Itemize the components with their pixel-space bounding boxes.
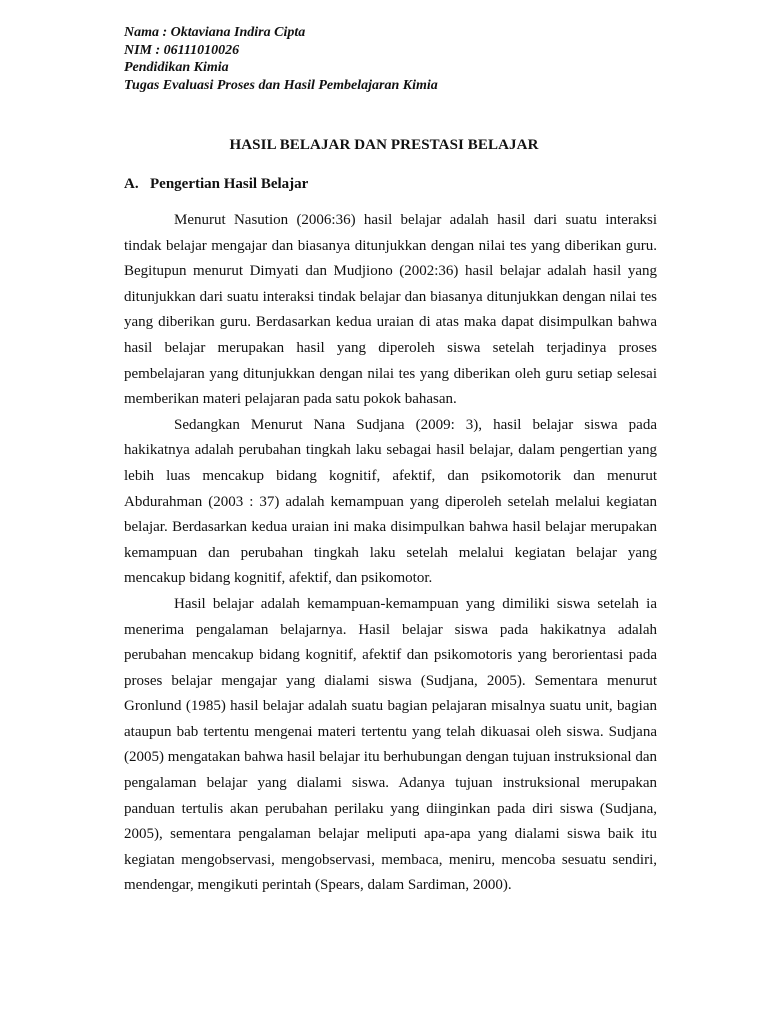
section-letter: A. [124,176,139,192]
paragraph: Hasil belajar adalah kemampuan-kemampuan yang dimiliki siswa setelah ia menerima pengalaman belajarnya. Hasil belajar siswa pada hakikatnya adalah perubahan mencakup bidang kognitif, afektif dan psikomotoris yang berorientasi pada proses belajar mengajar yang dialami siswa (Sudjana, 2005). Sementara menurut Gronlund (1985) hasil belajar adalah suatu bagian pelajaran misalnya suatu unit, bagian ataupun bab tertentu mengenai materi tertentu yang telah dikuasai oleh siswa. Sudjana (2005) mengatakan bahwa hasil belajar itu berhubungan dengan tujuan instruksional dan pengalaman belajar yang dialami siswa. Adanya tujuan instruksional merupakan panduan tertulis akan perubahan perilaku yang diinginkan pada diri siswa (Sudjana, 2005), sementara pengalaman belajar meliputi apa-apa yang dialami siswa baik itu kegiatan mengobservasi, mengobservasi, membaca, meniru, mencoba sesuatu sendiri, mendengar, mengikuti perintah (Spears, dalam Sardiman, 2000). [124,595,657,894]
document-title: HASIL BELAJAR DAN PRESTASI BELAJAR [229,137,539,153]
body-text [124,208,657,899]
paragraph: Menurut Nasution (2006:36) hasil belajar adalah hasil dari suatu interaksi tindak belajar mengajar dan biasanya ditunjukkan dengan nilai tes yang diberikan guru. Begitupun menurut Dimyati dan Mudjiono (2002:36) hasil belajar adalah hasil yang ditunjukkan dari suatu interaksi tindak belajar dan biasanya ditunjukkan dengan nilai tes yang diberikan guru. Berdasarkan kedua uraian di atas maka dapat disimpulkan bahwa hasil belajar merupakan hasil yang diperoleh siswa setelah terjadinya proses pembelajaran yang ditunjukkan dengan nilai tes yang diberikan oleh guru setiap selesai memberikan materi pelajaran pada satu pokok bahasan. [124,212,657,408]
assignment-title: Tugas Evaluasi Proses dan Hasil Pembelajaran Kimia [124,77,438,93]
student-nim: NIM : 06111010026 [124,42,240,58]
paragraph: Sedangkan Menurut Nana Sudjana (2009: 3), hasil belajar siswa pada hakikatnya adalah perubahan tingkah laku sebagai hasil belajar, dalam pengertian yang lebih luas mencakup bidang kognitif, afektif, dan psikomotorik dan menurut Abdurahman (2003 : 37) adalah kemampuan yang diperoleh setelah melalui kegiatan belajar. Berdasarkan kedua uraian ini maka disimpulkan bahwa hasil belajar merupakan kemampuan dan perubahan tingkah laku setelah melalui kegiatan belajar yang mencakup bidang kognitif, afektif, dan psikomotor. [124,416,657,587]
section-heading [124,174,308,194]
section-heading-text: Pengertian Hasil Belajar [150,176,309,192]
study-program: Pendidikan Kimia [124,60,229,75]
student-name: Nama : Oktaviana Indira Cipta [124,25,306,40]
student-info-header [124,24,438,94]
